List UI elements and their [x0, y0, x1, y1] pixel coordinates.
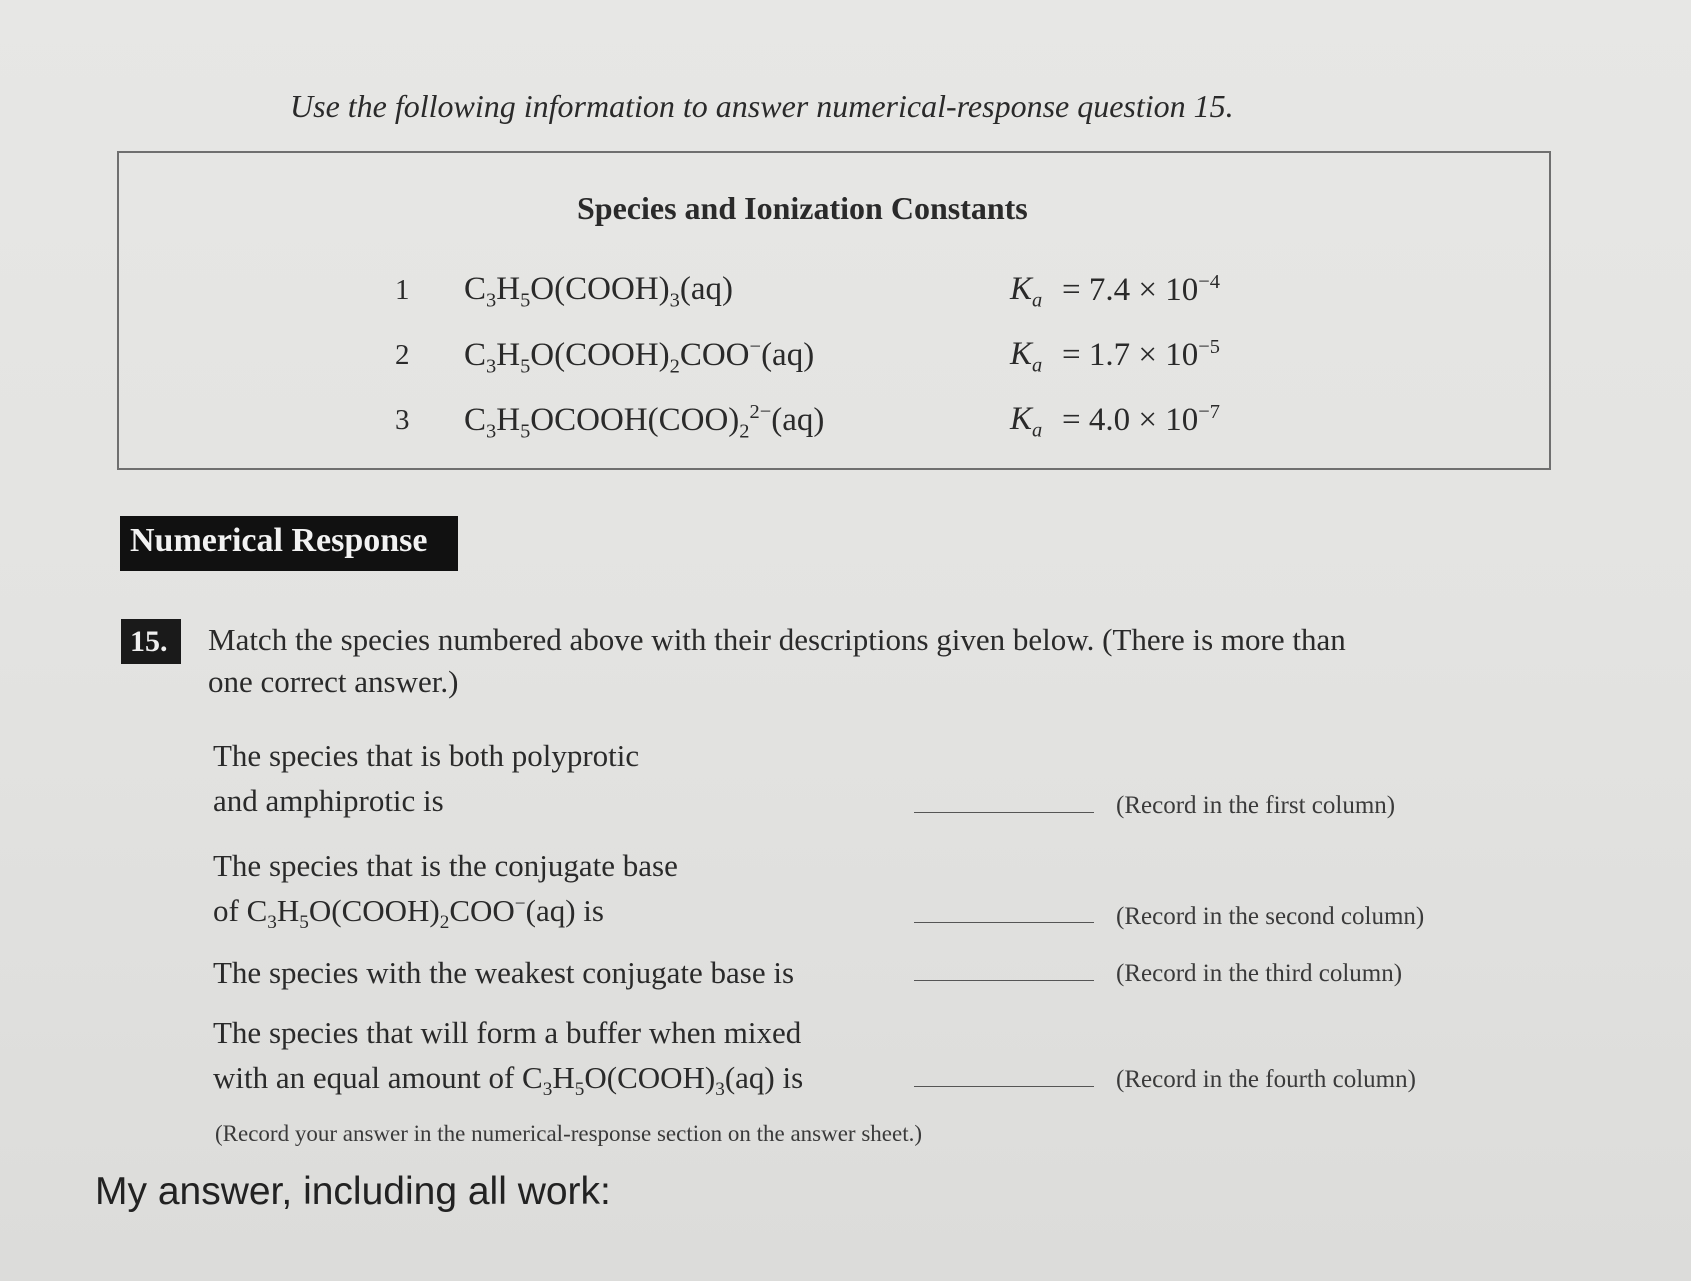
species-formula: $C_3H_5O(COOH)_2COO^-(aq)$: [464, 336, 815, 378]
answer-blank-4[interactable]: [914, 1086, 1094, 1087]
item-3-text: The species with the weakest conjugate base is: [213, 955, 795, 990]
item-4-text-line-1: The species that will form a buffer when mixed: [213, 1015, 802, 1050]
ka-value: = $1.7 \times 10^{-5}$: [1062, 336, 1220, 373]
species-formula: $C_3H_5O(COOH)_3(aq)$: [464, 271, 733, 312]
answer-blank-1[interactable]: [914, 812, 1094, 813]
ka-label: $K_a$: [1010, 401, 1043, 442]
answer-blank-3[interactable]: [914, 980, 1094, 981]
ka-label: $K_a$: [1010, 336, 1043, 377]
item-1-text-line-1: The species that is both polyprotic: [213, 738, 640, 773]
record-instruction-1: (Record in the first column): [1116, 792, 1396, 819]
ka-value: = $7.4 \times 10^{-4}$: [1062, 271, 1220, 308]
numerical-response-badge: Numerical Response: [120, 516, 458, 571]
record-instruction-3: (Record in the third column): [1116, 960, 1403, 987]
row-number: 2: [395, 339, 410, 371]
answer-prompt: My answer, including all work:: [95, 1170, 611, 1213]
answer-sheet-note: (Record your answer in the numerical-response section on the answer sheet.): [215, 1121, 923, 1146]
species-formula: $C_3H_5OCOOH(COO)_2^{2-}(aq)$: [464, 401, 825, 443]
question-number: 15.: [121, 619, 181, 664]
item-2-text-line-2: of $C_3H_5O(COOH)_2COO^-(aq)$ is: [213, 893, 604, 934]
row-number: 3: [395, 404, 410, 436]
question-line-2: one correct answer.): [208, 664, 459, 699]
record-instruction-4: (Record in the fourth column): [1116, 1066, 1416, 1093]
item-4-text-line-2: with an equal amount of $C_3H_5O(COOH)_3(aq)$ is: [213, 1060, 804, 1101]
table-title: Species and Ionization Constants: [577, 190, 1028, 226]
question-line-1: Match the species numbered above with their descriptions given below. (There is more than: [208, 622, 1346, 657]
answer-blank-2[interactable]: [914, 922, 1094, 923]
item-2-text-line-1: The species that is the conjugate base: [213, 848, 678, 883]
record-instruction-2: (Record in the second column): [1116, 903, 1425, 930]
row-number: 1: [395, 274, 410, 306]
ka-label: $K_a$: [1010, 271, 1043, 312]
ka-value: = $4.0 \times 10^{-7}$: [1062, 401, 1220, 438]
intro-text: Use the following information to answer numerical-response question 15.: [290, 88, 1234, 124]
item-1-text-line-2: and amphiprotic is: [213, 783, 444, 818]
